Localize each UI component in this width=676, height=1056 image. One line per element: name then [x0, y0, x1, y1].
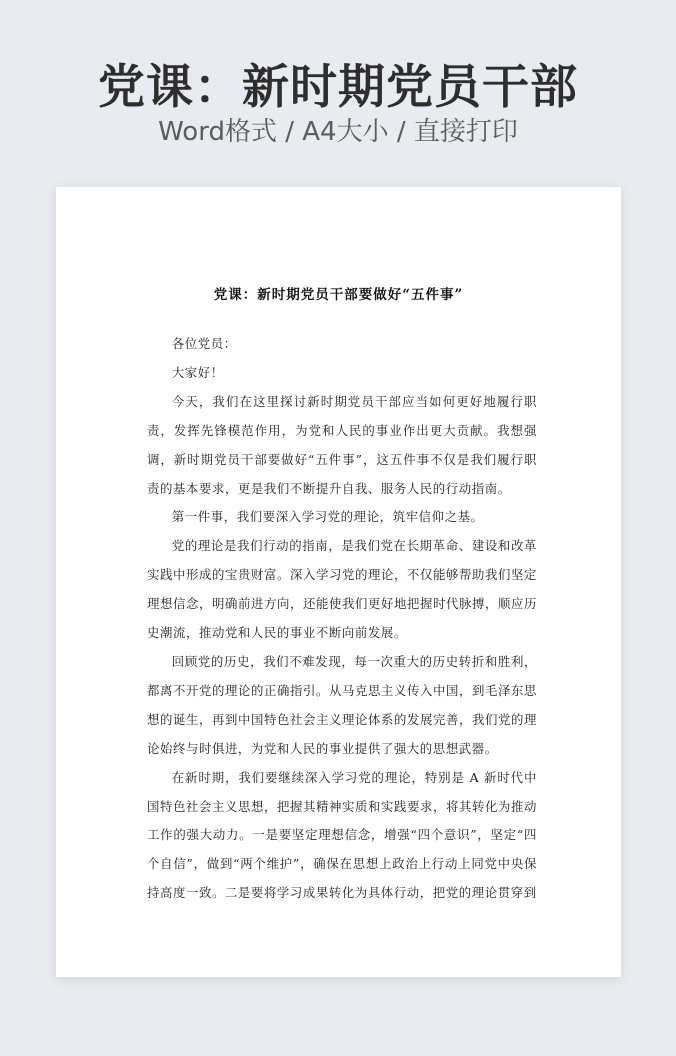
- paragraph: 今天，我们在这里探讨新时期党员干部应当如何更好地履行职责，发挥先锋模范作用，为党和人民的事业作出更大贡献。我想强调，新时期党员干部要做好“五件事”，这五件事不仅是我们履行职责的基本要求，更是我们不断提升自我、服务人民的行动指南。: [147, 393, 537, 496]
- banner-title: 党课：新时期党员干部: [98, 60, 578, 115]
- paragraph-greeting: 大家好！: [171, 364, 224, 380]
- banner-subtitle: Word格式 / A4大小 / 直接打印: [158, 117, 518, 147]
- paragraph: 党的理论是我们行动的指南，是我们党在长期革命、建设和改革实践中形成的宝贵财富。深入学习党的理论，不仅能够帮助我们坚定理想信念，明确前进方向，还能使我们更好地把握时代脉搏，顺应历史潮流，推动党和人民的事业不断向前发展。: [147, 538, 537, 641]
- document-title: 党课：新时期党员干部要做好“五件事”: [213, 287, 464, 303]
- paragraph-salutation: 各位党员：: [171, 336, 237, 351]
- paragraph: 回顾党的历史，我们不难发现，每一次重大的历史转折和胜利，都离不开党的理论的正确指引。从马克思主义传入中国，到毛泽东思想的诞生，再到中国特色社会主义理论体系的发展完善，我们党的理论始终与时俱进，为党和人民的事业提供了强大的思想武器。: [147, 653, 537, 756]
- document-body: [147, 330, 537, 908]
- document-page: [56, 187, 621, 977]
- paragraph: 第一件事，我们要深入学习党的理论，筑牢信仰之基。: [171, 509, 484, 525]
- paragraph: 在新时期，我们要继续深入学习党的理论，特别是 A 新时代中国特色社会主义思想，把握其精神实质和实践要求，将其转化为推动工作的强大动力。一是要坚定理想信念，增强“四个意识”，坚定“四个自信”，做到“两个维护”，确保在思想上政治上行动上同党中央保持高度一致。二是要将学习成果转化为具体行动，把党的理论贯穿到: [147, 769, 537, 901]
